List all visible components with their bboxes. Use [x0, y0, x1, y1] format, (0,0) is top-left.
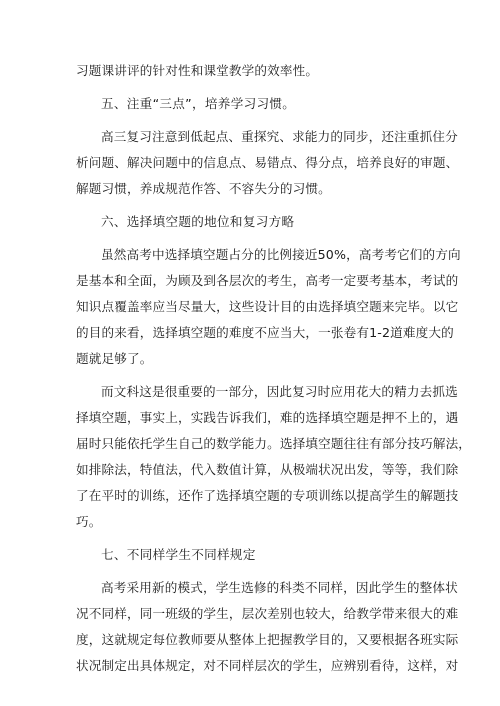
section-heading-5: 五、注重“三点”，培养学习习惯。	[101, 96, 296, 111]
paragraph-line: 高考采用新的模式，学生选修的科类不同样，因此学生的整体状	[101, 580, 458, 595]
paragraph-line: 状况制定出具体规定，对不同样层次的学生，应辨别看待，这样，对	[76, 658, 459, 673]
paragraph-line: 题就足够了。	[76, 351, 153, 366]
paragraph-line: 况不同样，同一班级的学生，层次差别也较大，给教学带来很大的难	[76, 606, 459, 621]
section-heading-7: 七、不同样学生不同样规定	[101, 547, 256, 562]
section-heading-6: 六、选择填空题的地位和复习方略	[101, 214, 295, 229]
paragraph-line: 是基本和全面，为顾及到各层次的考生，高考一定要考基本，考试的	[76, 273, 459, 288]
paragraph-line: 择填空题，事实上，实践告诉我们，难的选择填空题是押不上的，遇	[76, 410, 459, 425]
paragraph-line: 度，这就规定每位教师要从整体上把握教学目的，又要根据各班实际	[76, 632, 459, 647]
paragraph-line: 习题课讲评的针对性和课堂教学的效率性。	[76, 63, 319, 78]
paragraph-line: 届时只能依托学生自己的数学能力。选择填空题往往有部分技巧解法，	[76, 436, 472, 451]
paragraph-line: 解题习惯，养成规范作答、不容失分的习惯。	[76, 181, 331, 196]
paragraph-line: 知识点覆盖率应当尽量大，这些设计目的由选择填空题来完毕。以它	[76, 299, 459, 314]
paragraph-line: 的目的来看，选择填空题的难度不应当大，一张卷有1-2道难度大的	[76, 325, 454, 340]
paragraph-line: 析问题、解决问题中的信息点、易错点、得分点，培养良好的审题、	[76, 155, 459, 170]
paragraph-line: 如排除法，特值法，代入数值计算，从极端状况出发，等等，我们除	[76, 462, 459, 477]
paragraph-line: 虽然高考中选择填空题占分的比例接近50%，高考考它们的方向	[101, 247, 461, 262]
paragraph-line: 而文科这是很重要的一部分，因此复习时应用花大的精力去抓选	[101, 384, 458, 399]
paragraph-line: 了在平时的训练，还作了选择填空题的专项训练以提高学生的解题技	[76, 488, 459, 503]
paragraph-line: 高三复习注意到低起点、重探究、求能力的同步，还注重抓住分	[101, 129, 458, 144]
paragraph-line: 巧。	[76, 514, 102, 529]
